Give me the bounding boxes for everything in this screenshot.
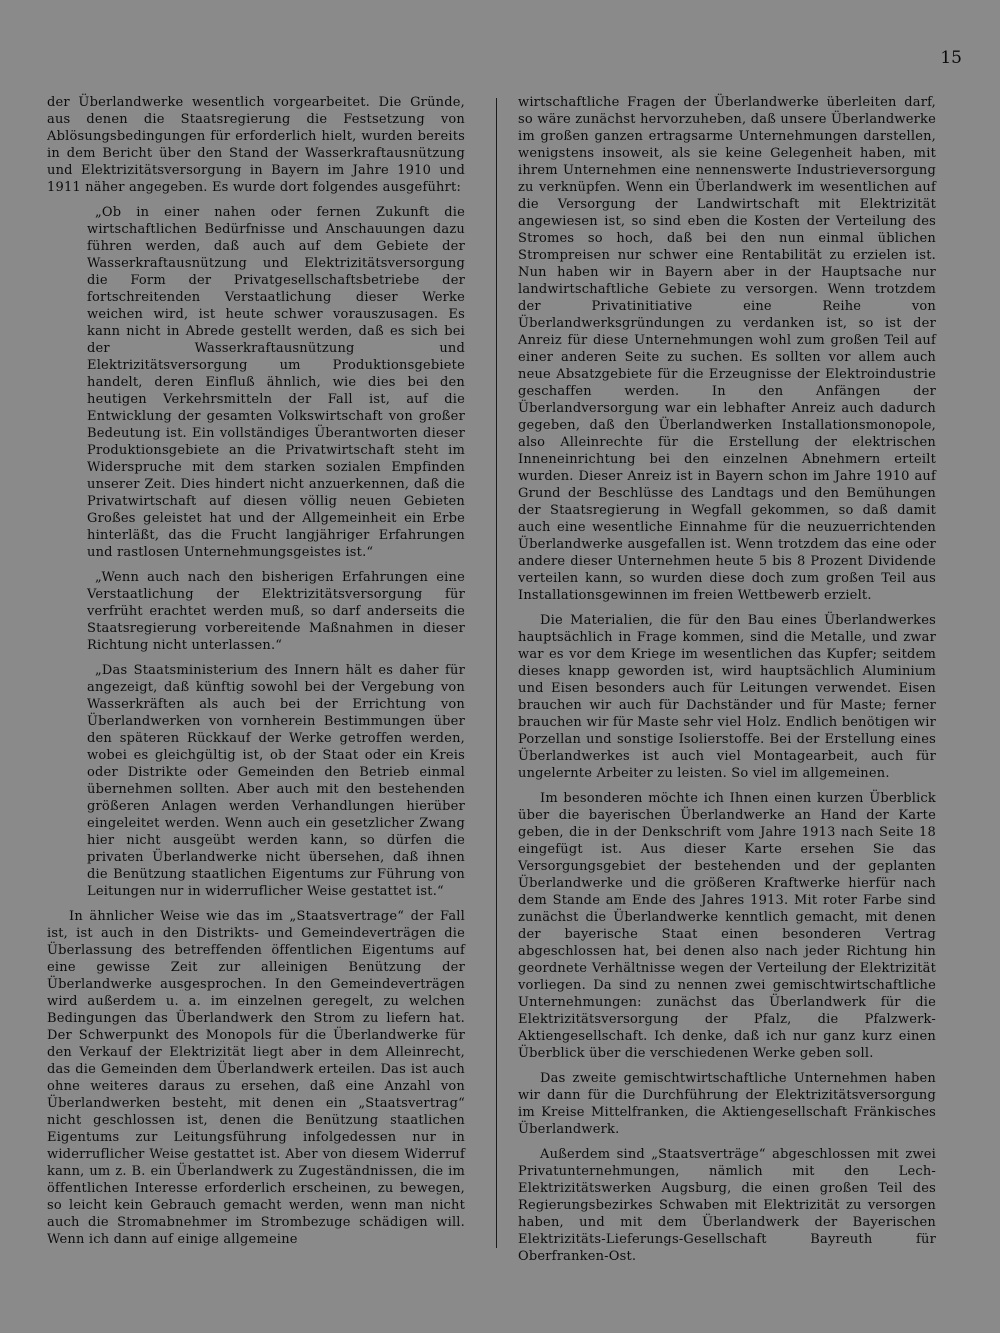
left-quote-1: „Ob in einer nahen oder fernen Zukunft die wirtschaftlichen Bedürfnisse und Anschauungen dazu führen werden, daß auch auf dem Gebiete der Wasserkraftausnützung und Elektrizitätsversorgung die Form der Privatgesellschaftsbetriebe der fortschreitenden Verstaatlichung dieser Werke weichen wird, ist heute schwer vorauszusagen. Es kann nicht in Abrede gestellt werden, daß es sich bei der Wasserkraftausnützung und Elektrizitätsversorgung um Produktionsgebiete handelt, deren Einfluß ähnlich, wie dies bei den heutigen Verkehrsmitteln der Fall ist, auf die Entwicklung der gesamten Volkswirtschaft von großer Bedeutung ist. Ein vollständiges Überantworten dieser Produktionsgebiete an die Privatwirtschaft steht im Widerspruche mit dem starken sozialen Empfinden unserer Zeit. Dies hindert nicht anzuerkennen, daß die Privatwirtschaft auf diesen völlig neuen Gebieten Großes geleistet hat und der Allgemeinheit ein Erbe hinterläßt, das die Frucht langjähriger Erfahrungen und rastlosen Unternehmungsgeistes ist.“ xyxy=(87,205,465,560)
left-column xyxy=(47,94,465,1248)
right-paragraph-1: wirtschaftliche Fragen der Überlandwerke überleiten darf, so wäre zunächst hervorzuheben, daß unsere Überlandwerke im großen ganzen ertragsarme Unternehmungen darstellen, wenigstens insoweit, als sie keine Gelegenheit haben, mit ihrem Unternehmen eine nennenswerte Industrieversorgung zu verknüpfen. Wenn ein Überlandwerk im wesentlichen auf die Versorgung der Landwirtschaft mit Elektrizität angewiesen ist, so sind eben die Kosten der Verteilung des Stromes so hoch, daß bei den nun einmal üblichen Strompreisen nur schwer eine Rentabilität zu erzielen ist. Nun haben wir in Bayern aber in der Hauptsache nur landwirtschaftliche Gebiete zu versorgen. Wenn trotzdem der Privatinitiative eine Reihe von Überlandwerksgründungen zu verdanken ist, so ist der Anreiz für diese Unternehmungen wohl zum großen Teil auf einer anderen Seite zu suchen. Es sollten vor allem auch neue Absatzgebiete für die Erzeugnisse der Elektroindustrie geschaffen werden. In den Anfängen der Überlandversorgung war ein lebhafter Anreiz auch dadurch gegeben, daß den Überlandwerken Installationsmonopole, also Alleinrechte für die Erstellung der elektrischen Inneneinrichtung bei den einzelnen Abnehmern erteilt wurden. Dieser Anreiz ist in Bayern schon im Jahre 1910 auf Grund der Beschlüsse des Landtags und den Bemühungen der Staatsregierung in Wegfall gekommen, so daß damit auch eine wesentliche Einnahme für die neuzuerrichtenden Überlandwerke ausgefallen ist. Wenn trotzdem das eine oder andere dieser Unternehmen heute 5 bis 8 Prozent Dividende verteilen kann, so wurden diese doch zum großen Teil aus Installationsgewinnen im freien Wettbewerb erzielt. xyxy=(518,95,936,603)
right-column xyxy=(518,94,936,1265)
column-divider xyxy=(496,98,497,1248)
page-number: 15 xyxy=(940,48,962,68)
left-paragraph-1: der Überlandwerke wesentlich vorgearbeitet. Die Gründe, aus denen die Staatsregierung die Festsetzung von Ablösungsbedingungen für erforderlich hielt, wurden bereits in dem Bericht über den Stand der Wasserkraftausnützung und Elektrizitätsversorgung in Bayern im Jahre 1910 und 1911 näher angegeben. Es wurde dort folgendes ausgeführt: xyxy=(47,95,465,195)
right-paragraph-2: Die Materialien, die für den Bau eines Überlandwerkes hauptsächlich in Frage kommen, sind die Metalle, und zwar war es vor dem Kriege im wesentlichen das Kupfer; seitdem dieses knapp geworden ist, wird hauptsächlich Aluminium und Eisen besonders auch für Leitungen verwendet. Eisen brauchen wir auch für Dachständer und für Maste; ferner brauchen wir für Maste sehr viel Holz. Endlich benötigen wir Porzellan und sonstige Isolierstoffe. Bei der Erstellung eines Überlandwerkes ist auch viel Montagearbeit, auch für ungelernte Arbeiter zu leisten. So viel im allgemeinen. xyxy=(518,613,936,781)
left-quote-3: „Das Staatsministerium des Innern hält es daher für angezeigt, daß künftig sowohl bei der Vergebung von Wasserkräften als auch bei der Errichtung von Überlandwerken von vornherein Bestimmungen über den späteren Rückkauf der Werke getroffen werden, wobei es gleichgültig ist, ob der Staat oder ein Kreis oder Distrikte oder Gemeinden den Betrieb einmal übernehmen sollten. Aber auch mit den bestehenden größeren Anlagen werden Verhandlungen hierüber eingeleitet werden. Wenn auch ein gesetzlicher Zwang hier nicht ausgeübt werden kann, so dürfen die privaten Überlandwerke nicht übersehen, daß ihnen die Benützung staatlichen Eigentums zur Führung von Leitungen nur in widerruflicher Weise gestattet ist.“ xyxy=(87,663,465,899)
right-paragraph-5: Außerdem sind „Staatsverträge“ abgeschlossen mit zwei Privatunternehmungen, nämlich mit den Lech-Elektrizitätswerken Augsburg, die einen großen Teil des Regierungsbezirkes Schwaben mit Elektrizität zu versorgen haben, und mit dem Überlandwerk der Bayerischen Elektrizitäts-Lieferungs-Gesellschaft Bayreuth für Oberfranken-Ost. xyxy=(518,1147,936,1264)
left-paragraph-2: In ähnlicher Weise wie das im „Staatsvertrage“ der Fall ist, ist auch in den Distrikts- und Gemeindeverträgen die Überlassung des betreffenden öffentlichen Eigentums auf eine gewisse Zeit zur alleinigen Benützung der Überlandwerke ausgesprochen. In den Gemeindeverträgen wird außerdem u. a. im einzelnen geregelt, zu welchen Bedingungen das Überlandwerk den Strom zu liefern hat. Der Schwerpunkt des Monopols für die Überlandwerke für den Verkauf der Elektrizität liegt aber in dem Alleinrecht, das die Gemeinden dem Überlandwerk erteilen. Das ist auch ohne weiteres daraus zu ersehen, daß eine Anzahl von Überlandwerken besteht, mit denen ein „Staatsvertrag“ nicht geschlossen ist, denen die Benützung staatlichen Eigentums zur Leitungsführung infolgedessen nur in widerruflicher Weise gestattet ist. Aber von diesem Widerruf kann, um z. B. ein Überlandwerk zu Zugeständnissen, die im öffentlichen Interesse erforderlich erscheinen, zu bewegen, so leicht kein Gebrauch gemacht werden, wenn man nicht auch die Stromabnehmer im Strombezuge schädigen will. Wenn ich dann auf einige allgemeine xyxy=(47,909,465,1247)
right-paragraph-3: Im besonderen möchte ich Ihnen einen kurzen Überblick über die bayerischen Überlandwerke an Hand der Karte geben, die in der Denkschrift vom Jahre 1913 nach Seite 18 eingefügt ist. Aus dieser Karte ersehen Sie das Versorgungsgebiet der bestehenden und der geplanten Überlandwerke und die größeren Kraftwerke hierfür nach dem Stande am Ende des Jahres 1913. Mit roter Farbe sind zunächst die Überlandwerke kenntlich gemacht, mit denen der bayerische Staat einen besonderen Vertrag abgeschlossen hat, bei denen also nach jeder Richtung hin geordnete Verhältnisse wegen der Verteilung der Elektrizität vorliegen. Da sind zu nennen zwei gemischtwirtschaftliche Unternehmungen: zunächst das Überlandwerk für die Elektrizitätsversorgung der Pfalz, die Pfalzwerk-Aktiengesellschaft. Ich denke, daß ich nur ganz kurz einen Überblick über die verschiedenen Werke geben soll. xyxy=(518,791,936,1061)
left-quote-2: „Wenn auch nach den bisherigen Erfahrungen eine Verstaatlichung der Elektrizitätsversorgung für verfrüht erachtet werden muß, so darf anderseits die Staatsregierung vorbereitende Maßnahmen in dieser Richtung nicht unterlassen.“ xyxy=(87,570,465,653)
right-paragraph-4: Das zweite gemischtwirtschaftliche Unternehmen haben wir dann für die Durchführung der Elektrizitätsversorgung im Kreise Mittelfranken, die Aktiengesellschaft Fränkisches Überlandwerk. xyxy=(518,1071,936,1137)
